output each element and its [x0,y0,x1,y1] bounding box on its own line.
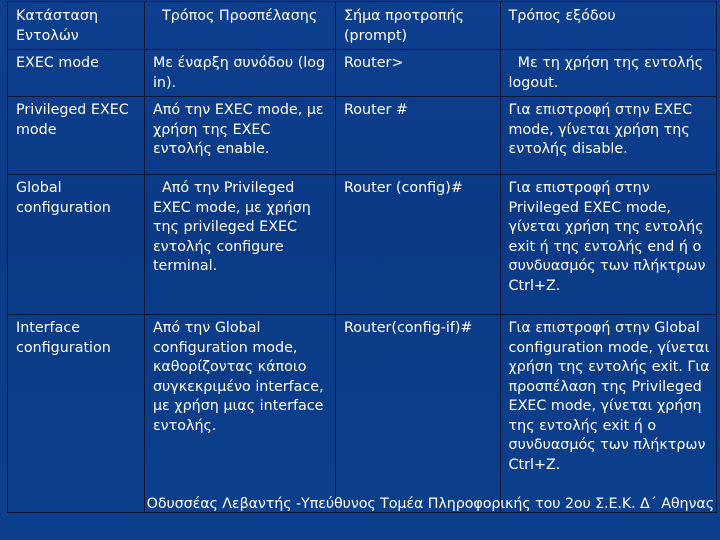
table-cell: Με έναρξη συνόδου (log in). [144,50,335,97]
table-cell: EXEC mode [8,50,145,97]
command-modes-table [7,1,717,513]
table-row [8,175,717,315]
header-cell: Τρόπος Προσπέλασης [144,2,335,50]
header-cell: Τρόπος εξόδου [500,2,716,50]
table-cell: Με τη χρήση της εντολής logout. [500,50,716,97]
table-row [8,50,717,97]
table-row [8,315,717,513]
table-row [8,97,717,175]
table-cell: Interface configuration [8,315,145,513]
table-cell: Από την Privileged EXEC mode, με χρήση της privileged EXEC εντολής configure terminal. [144,175,335,315]
table-cell: Router (config)# [335,175,500,315]
table-cell: Για επιστροφή στην Privileged EXEC mode, γίνεται χρήση της εντολής exit ή της εντολής end ή ο συνδυασμός των πλήκτρων Ctrl+Z. [500,175,716,315]
header-cell: Κατάσταση Εντολών [8,2,145,50]
table-cell: Router(config-if)# [335,315,500,513]
table-cell: Router> [335,50,500,97]
table-cell: Router # [335,97,500,175]
table-cell: Από την EXEC mode, με χρήση της EXEC εντολής enable. [144,97,335,175]
table-header-row [8,2,717,50]
table-cell: Για επιστροφή στην EXEC mode, γίνεται χρήση της εντολής disable. [500,97,716,175]
footer-credit: Οδυσσέας Λεβαντής -Υπεύθυνος Τομέα Πληροφορικής του 2ου Σ.Ε.Κ. Δ΄ Αθηνας [146,496,714,512]
table-cell: Global configuration [8,175,145,315]
table-cell: Για επιστροφή στην Global configuration mode, γίνεται χρήση της εντολής exit. Για προσπέλαση της Privileged EXEC mode, γίνεται χρήση της εντολής exit ή ο συνδυασμός των πλήκτρων Ctrl+Z. [500,315,716,513]
header-cell: Σήμα προτροπής (prompt) [335,2,500,50]
table-cell: Privileged EXEC mode [8,97,145,175]
table-cell: Από την Global configuration mode, καθορίζοντας κάποιο συγκεκριμένο interface, με χρήση μιας interface εντολής. [144,315,335,513]
